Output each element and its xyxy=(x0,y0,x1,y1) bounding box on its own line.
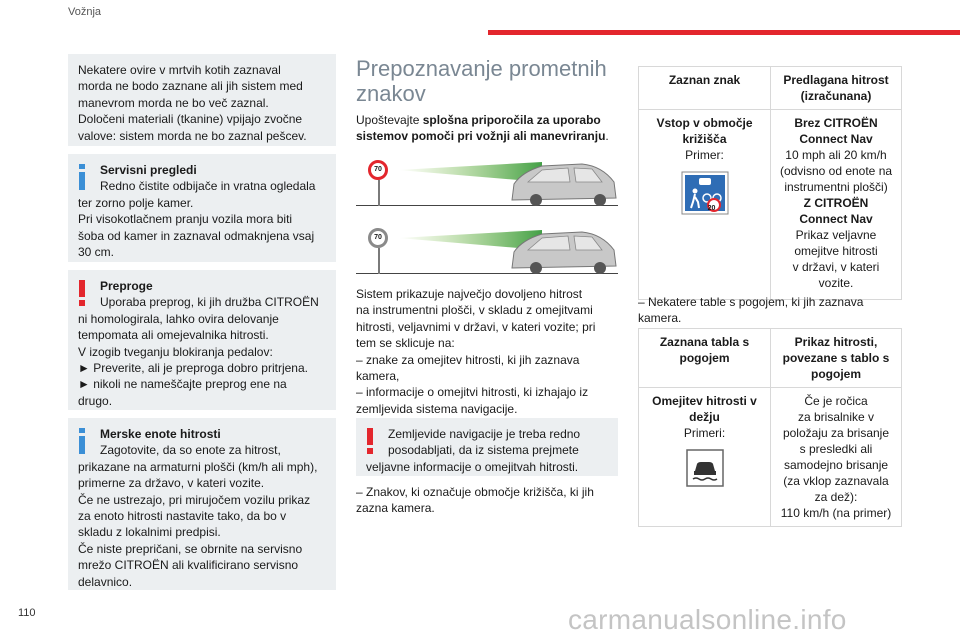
system-description: Sistem prikazuje največjo dovoljeno hitrost na instrumentni plošči, v skladu z omejitvami hitrosti, veljavnimi v državi, v kateri vozite; pri tem se sklicuje na: – znake za omejitev hitrosti, ki jih zaznava kamera, – informacije o omejitvi hitrosti, ki izhajajo iz zemljevida sistema navigacije. xyxy=(356,287,596,416)
intro-paragraph: Upoštevajte splošna priporočila za uporabo sistemov pomoči pri vožnji ali manevriranju. xyxy=(356,113,609,144)
service-info-box: Servisni pregledi Redno čistite odbijače in vratna ogledala ter zorno polje kamer. Pri visokotlačnem pranju vozila mora biti šoba od kamer in zaznaval odmaknjena vsaj 30 cm. xyxy=(68,154,336,262)
page-number: 110 xyxy=(18,607,36,619)
table2-col2-header: Prikaz hitrosti, povezane s tablo s pogojem xyxy=(771,329,902,388)
table2-value-cell: Če je ročica za brisalnike v položaju za brisanje s presledki ali samodejno brisanje (za vklop zaznavala za dež): 110 km/h (na primer) xyxy=(771,388,902,527)
heading-line-1: Prepoznavanje prometnih xyxy=(356,56,607,81)
table1-col1-header: Zaznan znak xyxy=(639,67,771,110)
sign-pole xyxy=(378,180,380,206)
mats-warning-box: Preproge Uporaba preprog, ki jih družba CITROËN ni homologirala, lahko ovira delovanje tempomata ali omejevalnika hitrosti. V izogib tveganju blokiranja pedalov: ► Preverite, ali je preproga dobro pritrjena. ► nikoli ne nameščajte preprog ene na drugo. xyxy=(68,270,336,410)
mats-title: Preproge xyxy=(100,279,153,293)
header-accent-bar xyxy=(488,30,960,35)
zone-sign-note: – Znakov, ki označuje območje križišča, ki jih zazna kamera. xyxy=(356,485,594,516)
illustration-speed-sign-map xyxy=(356,220,618,274)
illustration-speed-sign-detected xyxy=(356,152,618,206)
speed-limit-sign: 70 xyxy=(368,160,388,180)
conditional-signs-note: – Nekatere table s pogojem, ki jih zaznava kamera. xyxy=(638,295,864,326)
sign-pole xyxy=(378,248,380,274)
table2-col1-header: Zaznana tabla s pogojem xyxy=(639,329,771,388)
zone-sign-table xyxy=(638,66,902,300)
service-title: Servisni pregledi xyxy=(100,163,197,177)
section-heading xyxy=(356,56,618,106)
car-camera-beam xyxy=(392,224,618,274)
conditional-sign-table xyxy=(638,328,902,527)
navigation-warning-box: Zemljevide navigacije je treba redno posodabljati, da iz sistema prejmete veljavne informacije o omejitvah hitrosti. xyxy=(356,418,618,476)
blind-spot-note: Nekatere ovire v mrtvih kotih zaznaval morda ne bodo zaznane ali jih sistem med manevrom morda ne bo več zaznal. Določeni materiali (tkanine) vpijajo zvočne valove: sistem morda ne bo zaznal pešcev. xyxy=(68,54,336,146)
heading-line-2: znakov xyxy=(356,81,426,106)
speed-units-info-box: Merske enote hitrosti Zagotovite, da so enote za hitrost, prikazane na armaturni plošči (km/h ali mph), primerne za državo, v kateri vozite. Če ne ustrezajo, pri mirujočem vozilu prikaz za enoto hitrosti nastavite tako, da bo v skladu z lokalnimi predpisi. Če niste prepričani, se obrnite na servisno mrežo CITROËN ali kvalificirano servisno delavnico. xyxy=(68,418,336,590)
table1-sign-cell: Vstop v območje križišča Primer: 20 xyxy=(639,110,771,300)
car-camera-beam xyxy=(392,156,618,206)
watermark: carmanualsonline.info xyxy=(568,604,847,635)
units-title: Merske enote hitrosti xyxy=(100,427,221,441)
table1-value-cell: Brez CITROËN Connect Nav 10 mph ali 20 km/h (odvisno od enote na instrumentni plošči) Z CITROËN Connect Nav Prikaz veljavne omejitve hitrosti v državi, v kateri vozite. xyxy=(771,110,902,300)
table1-col2-header: Predlagana hitrost (izračunana) xyxy=(771,67,902,110)
speed-limit-sign-grey: 70 xyxy=(368,228,388,248)
running-header: Vožnja xyxy=(68,6,102,18)
rain-condition-sign-icon xyxy=(686,449,724,491)
table2-sign-cell: Omejitev hitrosti v dežju Primeri: xyxy=(639,388,771,527)
zone-sign-number: 20 xyxy=(707,205,716,212)
